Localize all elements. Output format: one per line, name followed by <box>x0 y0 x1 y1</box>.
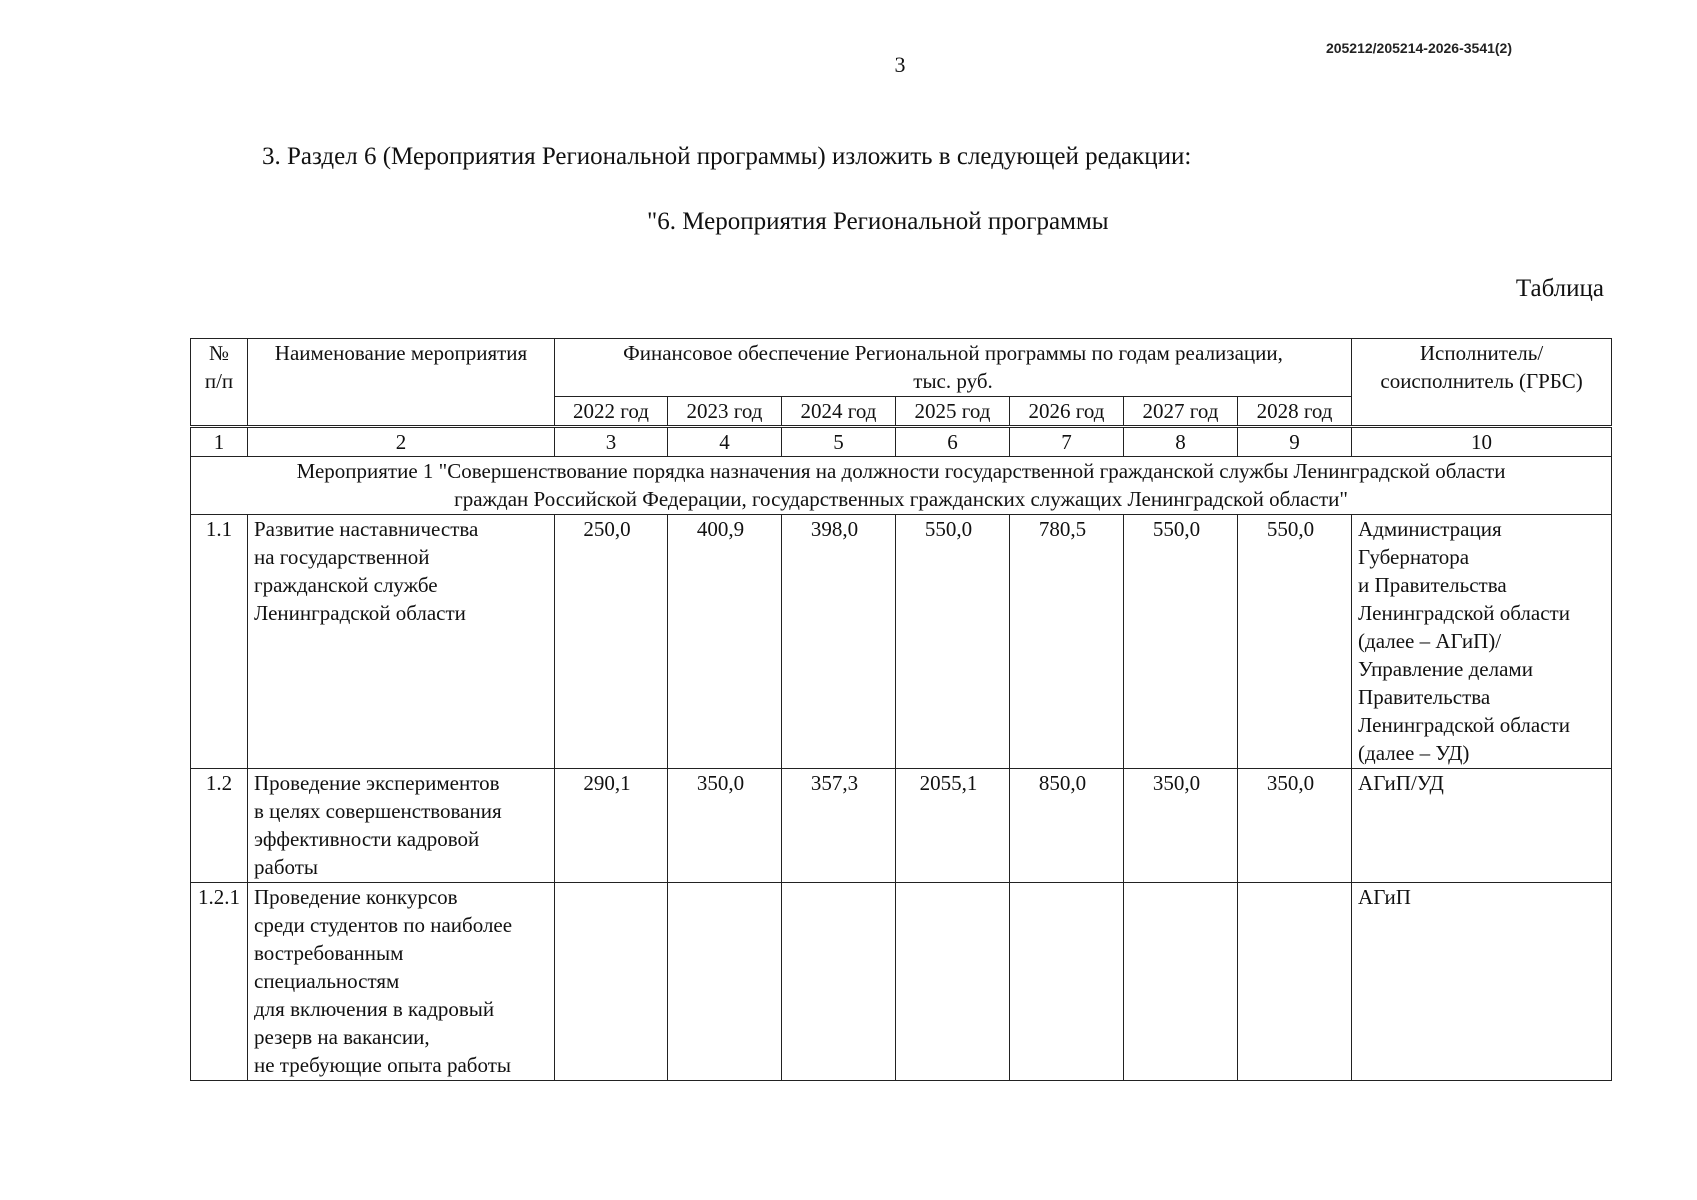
row-value: 350,0 <box>1238 769 1352 883</box>
header-year: 2023 год <box>668 397 782 427</box>
row-value: 350,0 <box>668 769 782 883</box>
row-value: 550,0 <box>896 515 1010 769</box>
row-value: 290,1 <box>555 769 668 883</box>
row-executor: АГиП/УД <box>1352 769 1612 883</box>
row-num: 1.2.1 <box>191 883 248 1081</box>
row-value <box>1010 883 1124 1081</box>
column-number: 1 <box>191 427 248 457</box>
measures-table <box>190 338 1612 1081</box>
header-year: 2026 год <box>1010 397 1124 427</box>
header-year: 2022 год <box>555 397 668 427</box>
row-value <box>782 883 896 1081</box>
row-value <box>896 883 1010 1081</box>
row-value: 550,0 <box>1238 515 1352 769</box>
row-value <box>1238 883 1352 1081</box>
column-number: 4 <box>668 427 782 457</box>
row-value: 400,9 <box>668 515 782 769</box>
column-number: 5 <box>782 427 896 457</box>
row-name: Проведение конкурсов среди студентов по наиболее востребованным специальностям для включения в кадровый резерв на вакансии, не требующие опыта работы <box>248 883 555 1081</box>
section-label-row: Мероприятие 1 "Совершенствование порядка назначения на должности государственной гражданской службы Ленинградской области граждан Российской Федерации, государственных гражданских служащих Ленинградской области" <box>191 457 1612 515</box>
row-executor: Администрация Губернатора и Правительства Ленинградской области (далее – АГиП)/ Управление делами Правительства Ленинградской области (далее – УД) <box>1352 515 1612 769</box>
row-name: Развитие наставничества на государственной гражданской службе Ленинградской области <box>248 515 555 769</box>
header-num: № п/п <box>191 339 248 427</box>
row-value <box>668 883 782 1081</box>
row-value: 350,0 <box>1124 769 1238 883</box>
header-financing: Финансовое обеспечение Региональной программы по годам реализации, тыс. руб. <box>555 339 1352 397</box>
row-value: 250,0 <box>555 515 668 769</box>
header-name: Наименование мероприятия <box>248 339 555 427</box>
header-executor: Исполнитель/ соисполнитель (ГРБС) <box>1352 339 1612 427</box>
table-caption: Таблица <box>1515 275 1604 302</box>
column-number: 9 <box>1238 427 1352 457</box>
row-value: 357,3 <box>782 769 896 883</box>
header-year: 2025 год <box>896 397 1010 427</box>
column-number: 2 <box>248 427 555 457</box>
table-row <box>191 769 1612 883</box>
section-title: "6. Мероприятия Региональной программы <box>647 208 1109 235</box>
row-value: 398,0 <box>782 515 896 769</box>
document-id: 205212/205214-2026-3541(2) <box>1325 40 1512 56</box>
column-number: 6 <box>896 427 1010 457</box>
column-number: 7 <box>1010 427 1124 457</box>
header-year: 2027 год <box>1124 397 1238 427</box>
row-executor: АГиП <box>1352 883 1612 1081</box>
row-num: 1.2 <box>191 769 248 883</box>
row-value: 850,0 <box>1010 769 1124 883</box>
header-year: 2024 год <box>782 397 896 427</box>
column-number: 8 <box>1124 427 1238 457</box>
row-num: 1.1 <box>191 515 248 769</box>
table-row <box>191 515 1612 769</box>
row-value <box>1124 883 1238 1081</box>
intro-line: 3. Раздел 6 (Мероприятия Региональной программы) изложить в следующей редакции: <box>262 143 1192 170</box>
column-number: 10 <box>1352 427 1612 457</box>
table-row <box>191 883 1612 1081</box>
column-number: 3 <box>555 427 668 457</box>
header-year: 2028 год <box>1238 397 1352 427</box>
row-value <box>555 883 668 1081</box>
row-value: 780,5 <box>1010 515 1124 769</box>
page-number: 3 <box>894 52 906 77</box>
row-value: 2055,1 <box>896 769 1010 883</box>
row-name: Проведение экспериментов в целях совершенствования эффективности кадровой работы <box>248 769 555 883</box>
row-value: 550,0 <box>1124 515 1238 769</box>
